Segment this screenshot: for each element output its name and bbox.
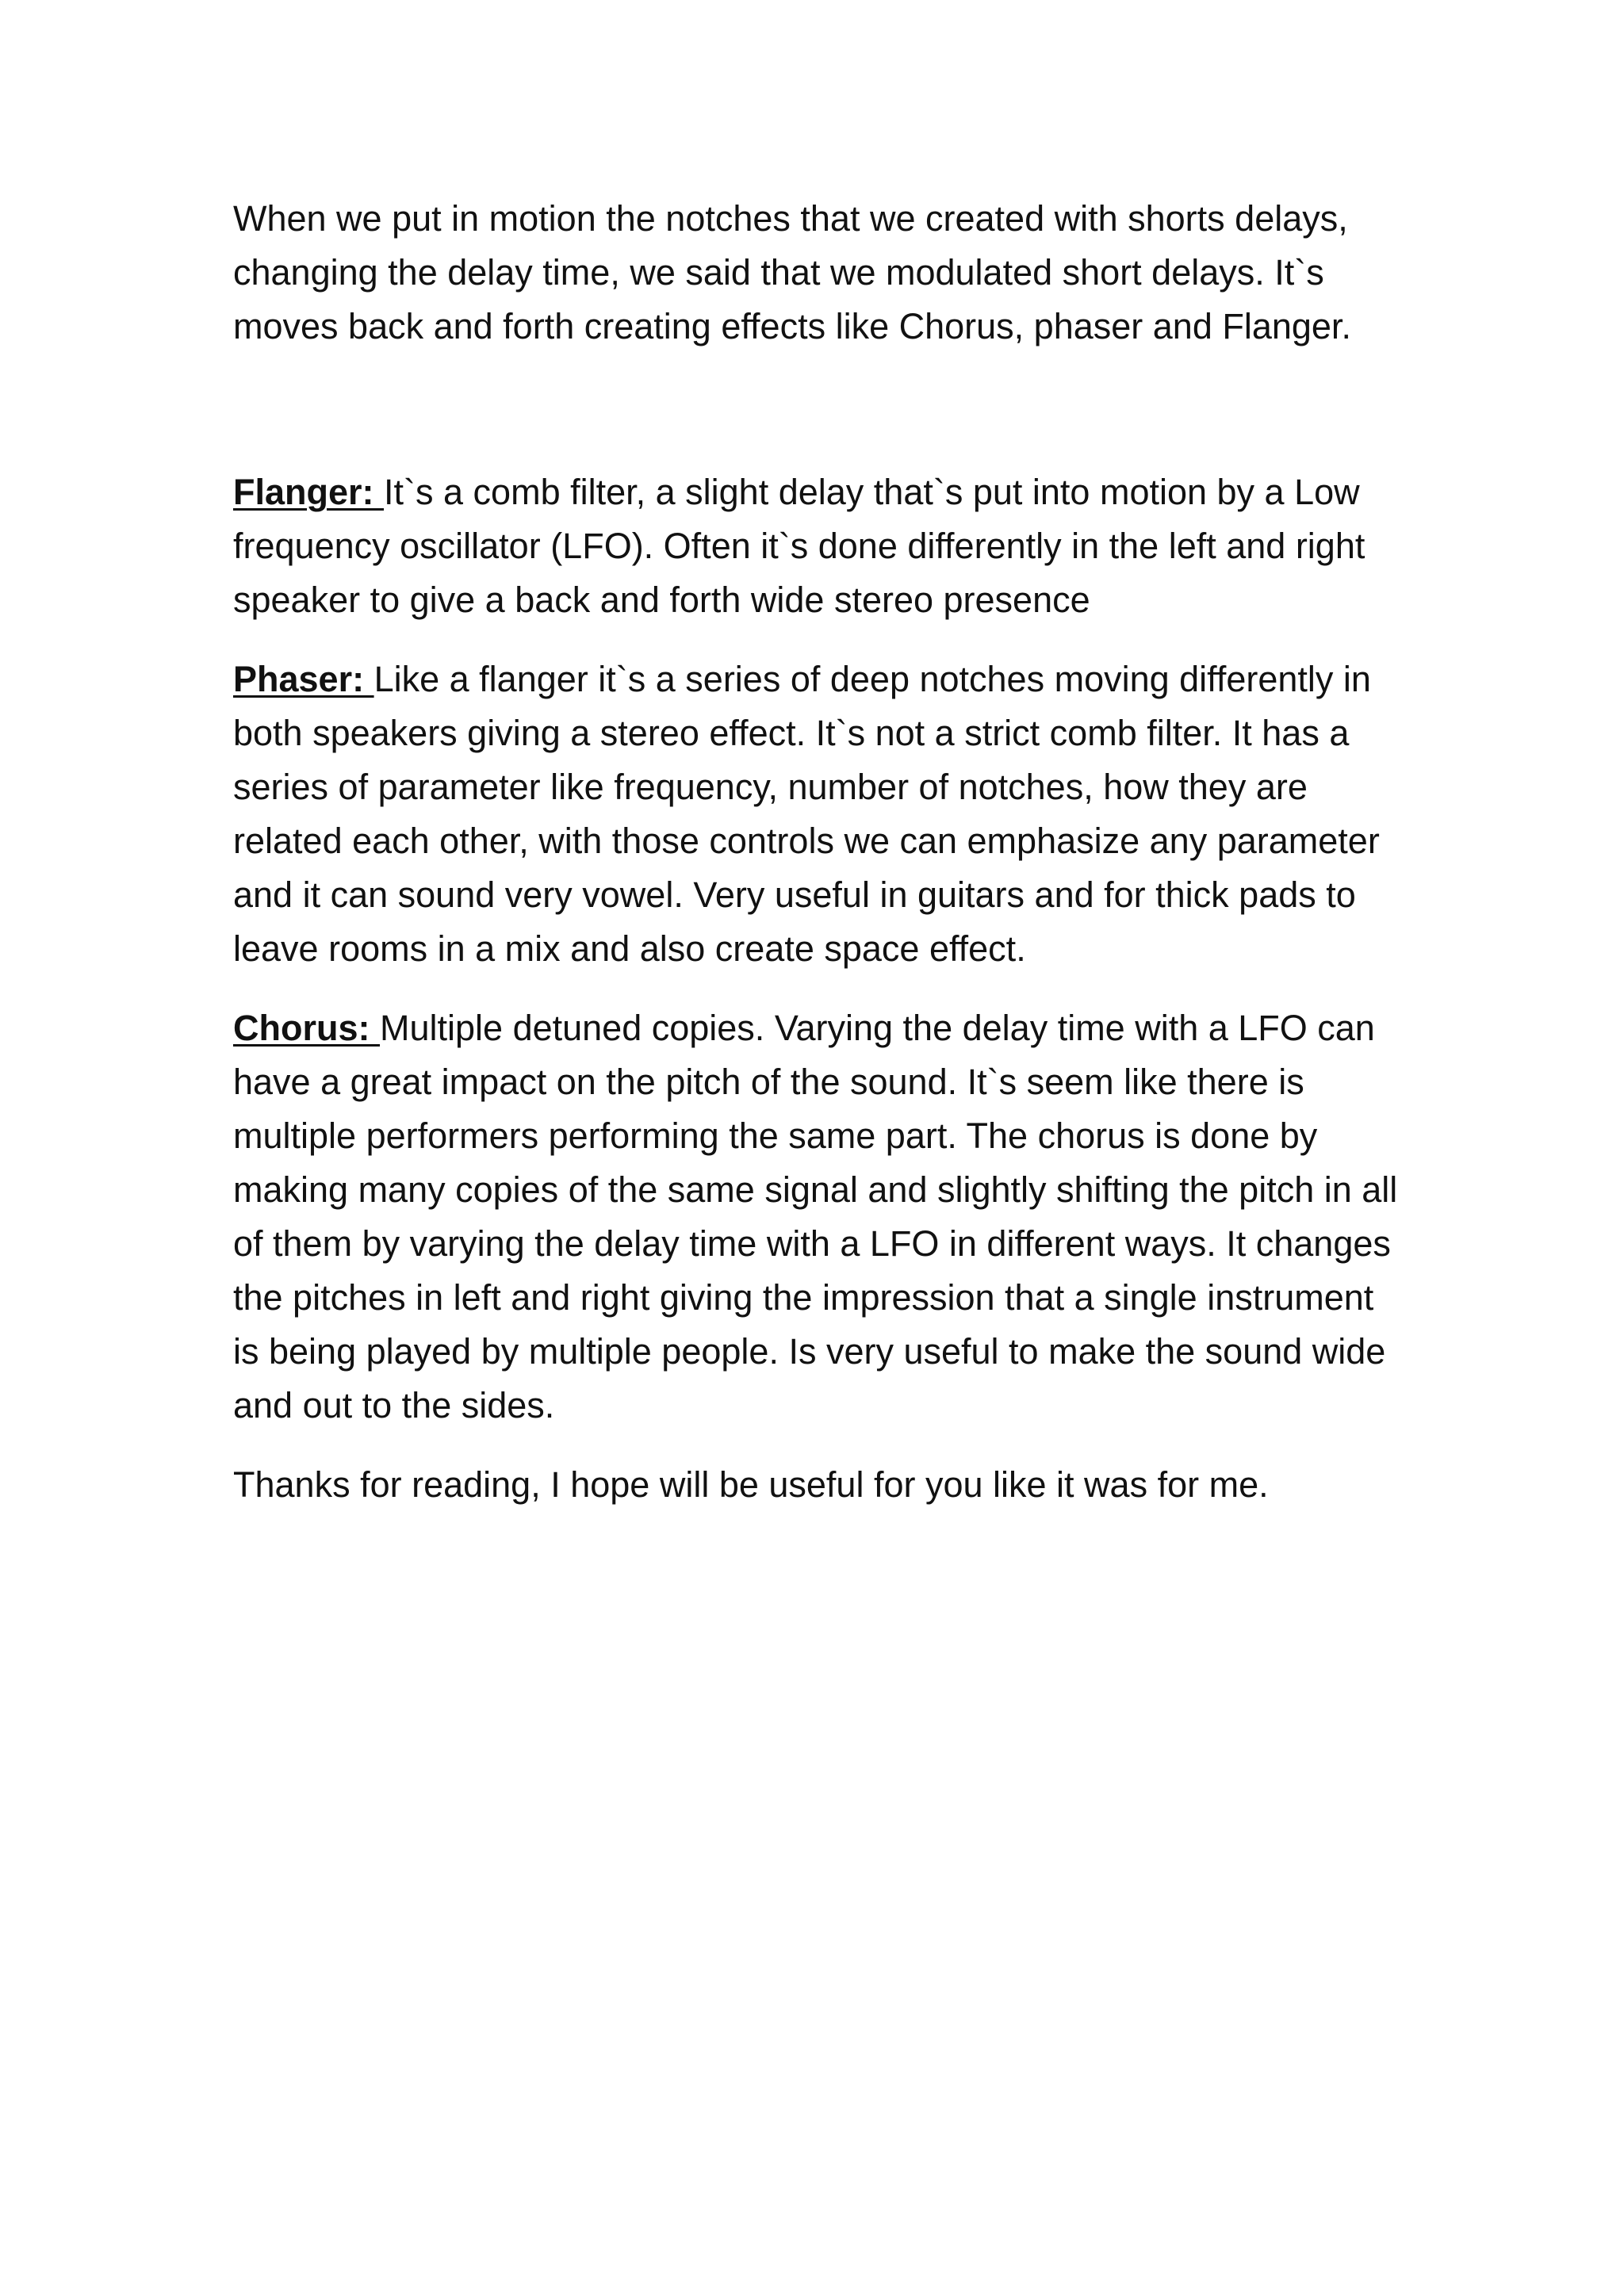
phaser-first-line	[233, 652, 1407, 706]
chorus-text-line: and out to the sides.	[233, 1385, 555, 1425]
intro-line: moves back and forth creating effects like Chorus, phaser and Flanger.	[233, 306, 1351, 346]
chorus-text-line: making many copies of the same signal and slightly shifting the pitch in all	[233, 1169, 1398, 1210]
intro-line: When we put in motion the notches that we created with shorts delays,	[233, 198, 1348, 239]
flanger-first-line	[233, 465, 1407, 519]
flanger-text-line: speaker to give a back and forth wide stereo presence	[233, 580, 1090, 620]
flanger-heading: Flanger:	[233, 472, 385, 512]
phaser-text-line: related each other, with those controls we can emphasize any parameter	[233, 821, 1380, 861]
chorus-first-line	[233, 1001, 1407, 1055]
phaser-paragraph	[233, 652, 1407, 976]
chorus-text-line: the pitches in left and right giving the impression that a single instrument	[233, 1277, 1374, 1318]
phaser-text-line: Like a flanger it`s a series of deep notches moving differently in	[373, 659, 1371, 699]
document-body	[233, 192, 1407, 1512]
chorus-text-line: have a great impact on the pitch of the sound. It`s seem like there is	[233, 1062, 1304, 1102]
chorus-text-line: of them by varying the delay time with a LFO in different ways. It changes	[233, 1223, 1391, 1264]
chorus-text-line: is being played by multiple people. Is very useful to make the sound wide	[233, 1331, 1386, 1372]
phaser-text-line: both speakers giving a stereo effect. It`s not a strict comb filter. It has a	[233, 713, 1350, 753]
chorus-paragraph	[233, 1001, 1407, 1433]
closing-paragraph: Thanks for reading, I hope will be useful for you like it was for me.	[233, 1464, 1269, 1505]
phaser-text-line: series of parameter like frequency, number of notches, how they are	[233, 767, 1308, 807]
flanger-paragraph	[233, 465, 1407, 627]
flanger-text-line: frequency oscillator (LFO). Often it`s done differently in the left and right	[233, 526, 1365, 566]
chorus-text-line: multiple performers performing the same part. The chorus is done by	[233, 1115, 1318, 1156]
phaser-text-line: leave rooms in a mix and also create space effect.	[233, 928, 1026, 969]
chorus-text-line: Multiple detuned copies. Varying the delay time with a LFO can	[380, 1008, 1375, 1048]
chorus-heading: Chorus:	[233, 1008, 380, 1048]
intro-paragraph	[233, 192, 1407, 354]
phaser-heading: Phaser:	[233, 659, 374, 699]
flanger-text-line: It`s a comb filter, a slight delay that`s put into motion by a Low	[384, 472, 1360, 512]
phaser-text-line: and it can sound very vowel. Very useful in guitars and for thick pads to	[233, 874, 1356, 915]
intro-line: changing the delay time, we said that we modulated short delays. It`s	[233, 252, 1324, 293]
